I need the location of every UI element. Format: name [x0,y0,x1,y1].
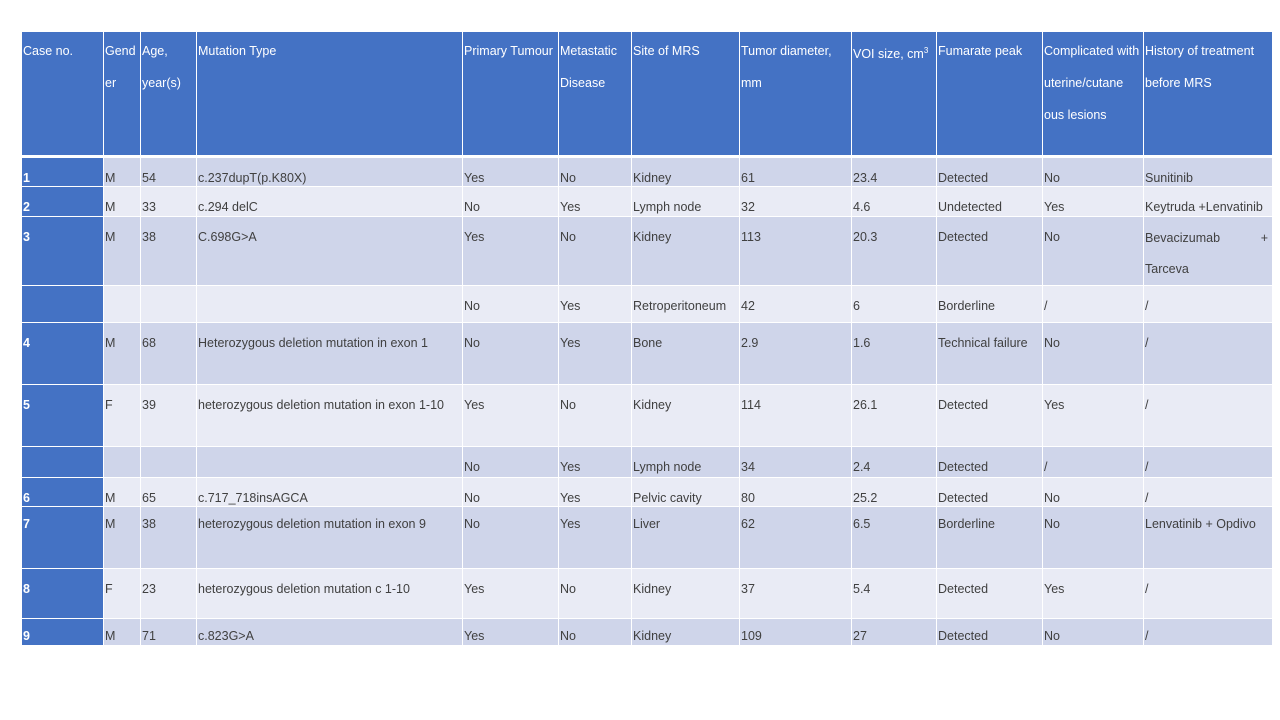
cell-diameter: 32 [740,186,852,216]
cell-age: 65 [141,477,197,506]
table-row [22,506,1273,568]
cell-primary: Yes [463,384,559,446]
cell-complicated: Yes [1043,186,1144,216]
cell-case [22,285,104,322]
header-gender: Gend er [104,32,141,156]
cell-fumarate: Detected [937,477,1043,506]
cell-age [141,285,197,322]
history-line [1145,223,1272,254]
table-row [22,285,1273,322]
cell-mutation: c.237dupT(p.K80X) [197,156,463,186]
cell-voi: 2.4 [852,446,937,477]
table-row [22,322,1273,384]
cell-site: Lymph node [632,446,740,477]
header-primary: Primary Tumour [463,32,559,156]
cell-voi: 27 [852,618,937,645]
cell-voi: 6 [852,285,937,322]
cell-age [141,446,197,477]
cell-site: Kidney [632,216,740,285]
cell-gender: M [104,156,141,186]
cell-gender [104,285,141,322]
cell-age: 38 [141,506,197,568]
cell-case: 1 [22,156,104,186]
cell-site: Retroperitoneum [632,285,740,322]
cell-mutation: c.717_718insAGCA [197,477,463,506]
cell-complicated: No [1043,216,1144,285]
cell-metastatic: Yes [559,506,632,568]
header-voi-sup: 3 [923,46,929,55]
cell-voi: 25.2 [852,477,937,506]
cell-primary: Yes [463,618,559,645]
cell-voi: 4.6 [852,186,937,216]
cell-fumarate: Detected [937,568,1043,618]
cell-primary: No [463,285,559,322]
cell-complicated: No [1043,156,1144,186]
cell-fumarate: Undetected [937,186,1043,216]
cell-site: Liver [632,506,740,568]
cell-case: 4 [22,322,104,384]
cell-site: Bone [632,322,740,384]
cell-age: 68 [141,322,197,384]
cell-primary: No [463,506,559,568]
cell-metastatic: No [559,568,632,618]
cell-gender: F [104,568,141,618]
header-mutation: Mutation Type [197,32,463,156]
cell-case: 9 [22,618,104,645]
header-row [22,32,1273,156]
table-row [22,186,1273,216]
cell-case: 7 [22,506,104,568]
cell-gender: F [104,384,141,446]
table-row [22,618,1273,645]
cell-diameter: 114 [740,384,852,446]
cell-case: 5 [22,384,104,446]
table-row [22,384,1273,446]
cell-history: Lenvatinib + Opdivo [1144,506,1273,568]
cell-site: Pelvic cavity [632,477,740,506]
cell-mutation [197,285,463,322]
cell-primary: No [463,186,559,216]
cell-history [1144,216,1273,285]
cell-mutation: heterozygous deletion mutation c 1-10 [197,568,463,618]
cell-metastatic: Yes [559,322,632,384]
cell-metastatic: Yes [559,285,632,322]
cell-history: Keytruda +Lenvatinib [1144,186,1273,216]
cell-mutation: c.294 delC [197,186,463,216]
cell-diameter: 62 [740,506,852,568]
cell-fumarate: Technical failure [937,322,1043,384]
cell-history: / [1144,384,1273,446]
cell-fumarate: Borderline [937,506,1043,568]
header-voi-label: VOI size, cm [853,47,924,62]
cell-gender: M [104,506,141,568]
cell-case [22,446,104,477]
cell-diameter: 42 [740,285,852,322]
cell-complicated: No [1043,618,1144,645]
table-row [22,216,1273,285]
cell-mutation: c.823G>A [197,618,463,645]
cell-age: 39 [141,384,197,446]
cell-gender: M [104,618,141,645]
cell-primary: No [463,446,559,477]
cell-fumarate: Detected [937,384,1043,446]
cell-complicated: Yes [1043,568,1144,618]
cell-site: Lymph node [632,186,740,216]
cell-gender: M [104,322,141,384]
cell-complicated: No [1043,477,1144,506]
cell-gender [104,446,141,477]
cell-primary: No [463,322,559,384]
cell-metastatic: No [559,618,632,645]
history-part: Bevacizumab [1145,230,1221,245]
header-fumarate: Fumarate peak [937,32,1043,156]
cell-voi: 26.1 [852,384,937,446]
cell-gender: M [104,216,141,285]
cell-metastatic: Yes [559,186,632,216]
cell-history: / [1144,618,1273,645]
cell-mutation: Heterozygous deletion mutation in exon 1 [197,322,463,384]
cell-gender: M [104,186,141,216]
cell-diameter: 2.9 [740,322,852,384]
cell-age: 33 [141,186,197,216]
cell-primary: No [463,477,559,506]
table-row [22,477,1273,506]
cell-complicated: No [1043,506,1144,568]
cell-primary: Yes [463,156,559,186]
cell-case: 2 [22,186,104,216]
cell-site: Kidney [632,618,740,645]
cell-voi: 23.4 [852,156,937,186]
cell-diameter: 34 [740,446,852,477]
cell-mutation: heterozygous deletion mutation in exon 1-10 [197,384,463,446]
cell-fumarate: Detected [937,446,1043,477]
history-part: Tarceva [1145,261,1189,276]
header-age: Age, year(s) [141,32,197,156]
cell-age: 71 [141,618,197,645]
cell-fumarate: Detected [937,618,1043,645]
cell-case: 6 [22,477,104,506]
header-site: Site of MRS [632,32,740,156]
cell-metastatic: Yes [559,446,632,477]
cell-metastatic: No [559,216,632,285]
cell-metastatic: Yes [559,477,632,506]
cell-mutation: C.698G>A [197,216,463,285]
cell-primary: Yes [463,568,559,618]
cell-voi: 5.4 [852,568,937,618]
cell-voi: 20.3 [852,216,937,285]
header-voi [852,32,937,156]
table-row [22,446,1273,477]
cell-history: / [1144,322,1273,384]
cell-history: / [1144,477,1273,506]
cell-age: 38 [141,216,197,285]
cell-diameter: 61 [740,156,852,186]
cell-diameter: 80 [740,477,852,506]
cell-age: 54 [141,156,197,186]
history-plus: + [1260,230,1268,245]
cell-mutation [197,446,463,477]
table-row [22,156,1273,186]
cell-diameter: 37 [740,568,852,618]
header-diameter: Tumor diameter, mm [740,32,852,156]
cell-voi: 6.5 [852,506,937,568]
cell-complicated: / [1043,285,1144,322]
header-metastatic: Metastatic Disease [559,32,632,156]
cell-site: Kidney [632,156,740,186]
cell-voi: 1.6 [852,322,937,384]
cell-site: Kidney [632,568,740,618]
cell-site: Kidney [632,384,740,446]
cell-case: 8 [22,568,104,618]
header-complicated: Complicated with uterine/cutane ous lesions [1043,32,1144,156]
cell-mutation: heterozygous deletion mutation in exon 9 [197,506,463,568]
cell-primary: Yes [463,216,559,285]
header-case: Case no. [22,32,104,156]
cell-diameter: 109 [740,618,852,645]
cell-fumarate: Borderline [937,285,1043,322]
cell-history: / [1144,446,1273,477]
cell-history: / [1144,568,1273,618]
cell-complicated: Yes [1043,384,1144,446]
cell-gender: M [104,477,141,506]
cell-case: 3 [22,216,104,285]
cell-history: / [1144,285,1273,322]
cell-diameter: 113 [740,216,852,285]
cell-history: Sunitinib [1144,156,1273,186]
cell-fumarate: Detected [937,216,1043,285]
cell-complicated: No [1043,322,1144,384]
cell-metastatic: No [559,384,632,446]
cell-metastatic: No [559,156,632,186]
table-row [22,568,1273,618]
cell-fumarate: Detected [937,156,1043,186]
header-history: History of treatment before MRS [1144,32,1273,156]
cell-age: 23 [141,568,197,618]
cell-complicated: / [1043,446,1144,477]
case-table [21,32,1273,646]
